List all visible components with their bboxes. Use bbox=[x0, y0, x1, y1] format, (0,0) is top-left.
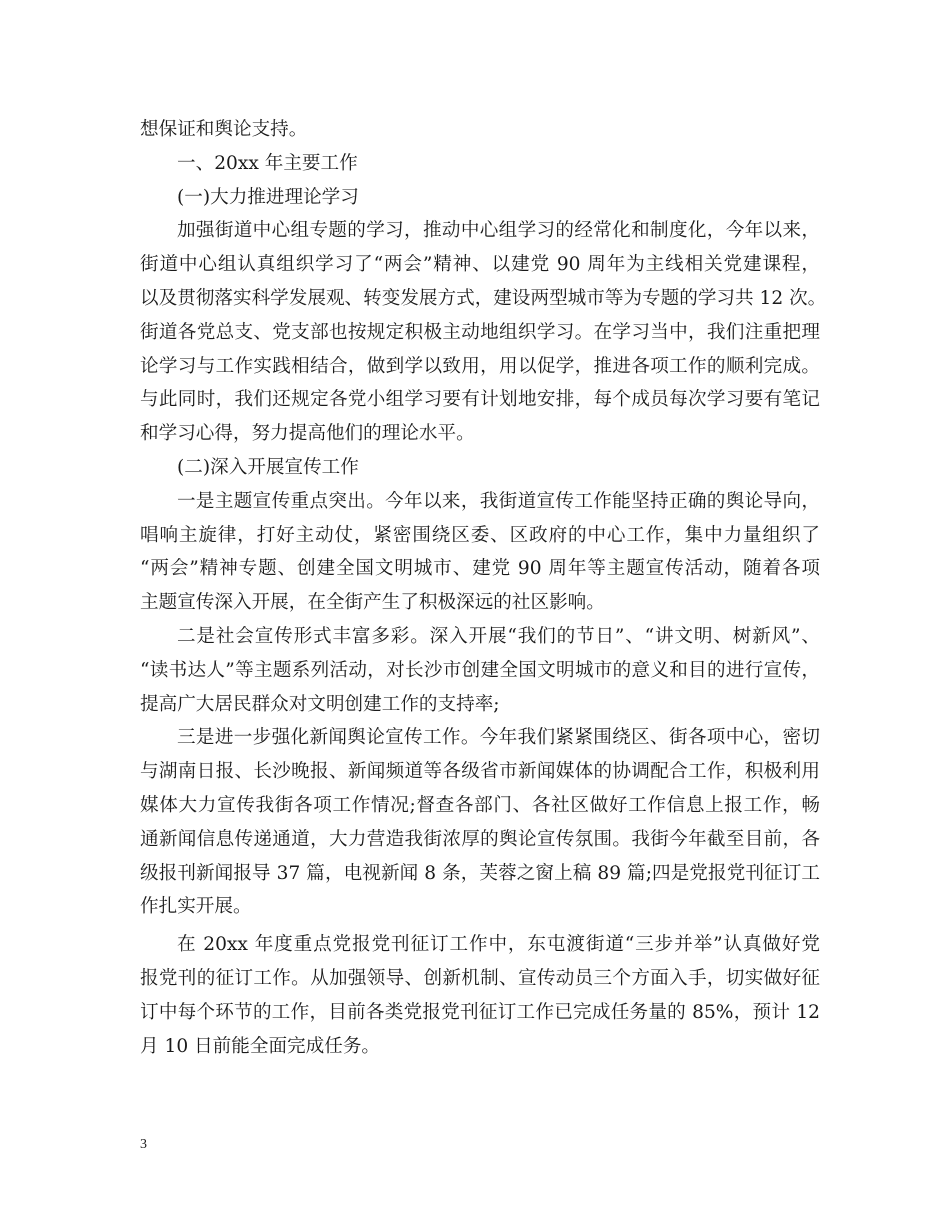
text-line: 在 20xx 年度重点党报党刊征订工作中，东屯渡街道“三步并举”认真做好党 bbox=[177, 934, 820, 956]
section-heading: 一、20xx 年主要工作 bbox=[177, 152, 358, 174]
subsection-heading: (二)深入开展宣传工作 bbox=[177, 456, 359, 478]
page-number: 3 bbox=[140, 1137, 147, 1152]
text-line: 主题宣传深入开展，在全街产生了积极深远的社区影响。 bbox=[140, 592, 605, 614]
text-line: 级报刊新闻报导 37 篇，电视新闻 8 条，芙蓉之窗上稿 89 篇;四是党报党刊征订工 bbox=[140, 862, 820, 884]
text-line: 与湖南日报、长沙晚报、新闻频道等各级省市新闻媒体的协调配合工作，积极利用 bbox=[140, 761, 820, 783]
paragraph-subscription bbox=[140, 928, 820, 1063]
text-line: 论学习与工作实践相结合，做到学以致用，用以促学，推进各项工作的顺利完成。 bbox=[140, 355, 820, 377]
text-line: “两会”精神专题、创建全国文明城市、建党 90 周年等主题宣传活动，随着各项 bbox=[140, 558, 820, 580]
paragraph-social-publicity bbox=[140, 620, 820, 721]
text-line: 月 10 日前能全面完成任务。 bbox=[140, 1035, 381, 1057]
text-line: 报党刊的征订工作。从加强领导、创新机制、宣传动员三个方面入手，切实做好征 bbox=[140, 967, 820, 989]
text-line: 二是社会宣传形式丰富多彩。深入开展“我们的节日”、“讲文明、树新风”、 bbox=[177, 625, 820, 647]
text-line: 加强街道中心组专题的学习，推动中心组学习的经常化和制度化，今年以来， bbox=[177, 220, 820, 242]
text-line: 街道各党总支、党支部也按规定积极主动地组织学习。在学习当中，我们注重把理 bbox=[140, 321, 820, 343]
text-line: 唱响主旋律，打好主动仗，紧密围绕区委、区政府的中心工作，集中力量组织了 bbox=[140, 524, 820, 546]
paragraph-theme-publicity bbox=[140, 485, 820, 620]
text-line: 与此同时，我们还规定各党小组学习要有计划地安排，每个成员每次学习要有笔记 bbox=[140, 389, 820, 411]
paragraph-theory-study bbox=[140, 214, 827, 451]
text-line: 订中每个环节的工作，目前各类党报党刊征订工作已完成任务量的 85%，预计 12 bbox=[140, 1001, 820, 1023]
text-line: 想保证和舆论支持。 bbox=[140, 119, 308, 140]
document-body bbox=[140, 113, 827, 1063]
paragraph-news-publicity bbox=[140, 721, 820, 924]
text-line: 通新闻信息传递通道，大力营造我街浓厚的舆论宣传氛围。我街今年截至目前，各 bbox=[140, 828, 820, 850]
subsection-heading: (一)大力推进理论学习 bbox=[177, 186, 359, 208]
text-line: 一是主题宣传重点突出。今年以来，我街道宣传工作能坚持正确的舆论导向， bbox=[177, 490, 820, 512]
text-line: 媒体大力宣传我街各项工作情况;督查各部门、各社区做好工作信息上报工作，畅 bbox=[140, 794, 820, 816]
text-line: 提高广大居民群众对文明创建工作的支持率; bbox=[140, 693, 500, 715]
text-line: 以及贯彻落实科学发展观、转变发展方式，建设两型城市等为专题的学习共 12 次。 bbox=[140, 287, 827, 309]
text-line: 三是进一步强化新闻舆论宣传工作。今年我们紧紧围绕区、街各项中心，密切 bbox=[177, 727, 820, 749]
text-line: “读书达人”等主题系列活动，对长沙市创建全国文明城市的意义和目的进行宣传， bbox=[140, 659, 820, 681]
text-line: 街道中心组认真组织学习了“两会”精神、以建党 90 周年为主线相关党建课程， bbox=[140, 254, 820, 276]
text-line: 作扎实开展。 bbox=[140, 896, 252, 918]
text-line: 和学习心得，努力提高他们的理论水平。 bbox=[140, 423, 475, 445]
